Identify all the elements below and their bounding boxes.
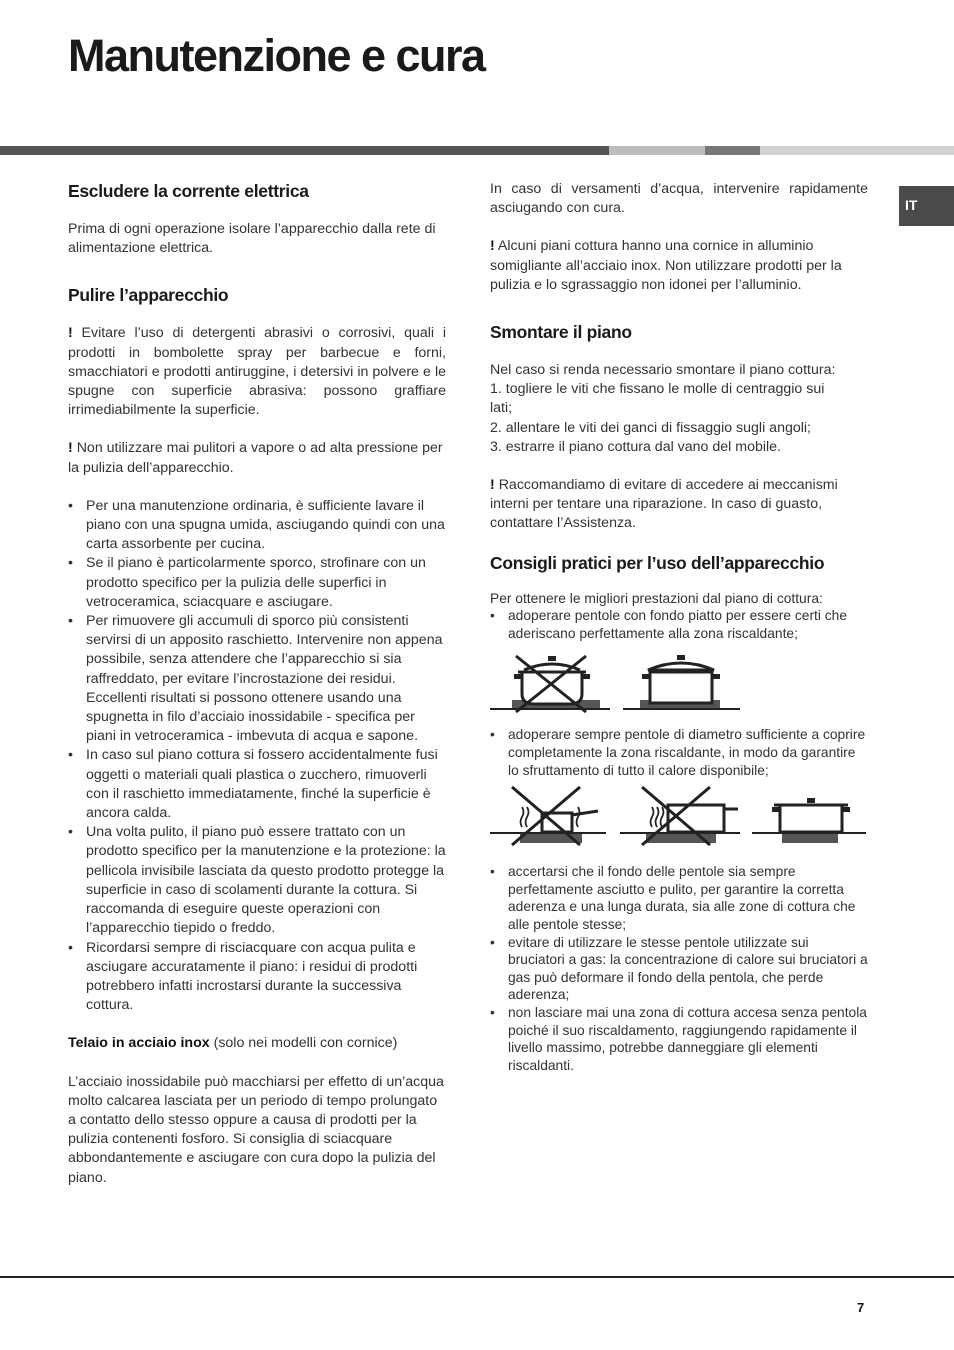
header-bar-segment: [705, 146, 760, 155]
warning-text: Raccomandiamo di evitare di accedere ai meccanismi interni per tentare una riparazione. In caso di guasto, contattare l’Assistenza.: [490, 477, 838, 532]
section-heading-cleaning: Pulire l’apparecchio: [68, 285, 229, 306]
right-column: [490, 180, 868, 1074]
frame-note: (solo nei modelli con cornice): [209, 1035, 398, 1052]
flat-bottom-pans-illustration: [490, 648, 750, 718]
list-item: • non lasciare mai una zona di cottura accesa senza pentola poiché il suo riscaldamento, raggiungendo rapidamente il livello massimo, potrebbe danneggiare gli elementi riscaldanti.: [490, 1004, 868, 1074]
section-heading-disassembly: Smontare il piano: [490, 322, 632, 343]
aluminium-warning: [490, 237, 868, 295]
frame-title: Telaio in acciaio inox: [68, 1035, 210, 1052]
header-bar-segment: [609, 146, 705, 155]
good-pan-icon: [623, 655, 740, 709]
disassembly-intro: Nel caso si renda necessario smontare il piano cottura:: [490, 362, 836, 379]
list-item: • Se il piano è particolarmente sporco, strofinare con un prodotto specifico per la pulizia delle superfici in vetroceramica, sciacquare e asciugare.: [68, 554, 446, 612]
frame-subheading: [68, 1034, 446, 1053]
warning-mark: !: [490, 238, 495, 255]
list-item: • evitare di utilizzare le stesse pentole utilizzate sui bruciatori a gas: la concentrazione di calore sui bruciatori a gas può deformare il fondo della pentola, che perde aderenza;: [490, 934, 868, 1004]
warning-text: Non utilizzare mai pulitori a vapore o ad alta pressione per la pulizia dell’apparecchio.: [68, 440, 443, 476]
cleaning-warning-1: [68, 324, 446, 420]
list-item: • adoperare pentole con fondo piatto per essere certi che aderiscano perfettamente alla zona riscaldante;: [490, 607, 868, 642]
frame-text: L’acciaio inossidabile può macchiarsi per effetto di un’acqua molto calcarea lasciata per un periodo di tempo prolungato a contatto dello stesso oppure a causa di prodotti per la pulizia contenenti fosforo. Si consiglia di sciacquare abbondantemente e asciugare con cura dopo la pulizia del piano.: [68, 1073, 444, 1186]
cleaning-list: [68, 497, 446, 1015]
list-item: • Ricordarsi sempre di risciacquare con acqua pulita e asciugare accuratamente il piano: i residui di prodotti potrebbero infatti incrostarsi durante la successiva cottura.: [68, 939, 446, 1016]
disassembly-warning: [490, 476, 868, 534]
warning-text: Evitare l’uso di detergenti abrasivi o corrosivi, quali i prodotti in bombolette spray per barbecue e forni, smacchiatori e prodotti antiruggine, i detersivi in polvere e le spugne con superficie abrasiva: possono graffiare irrimediabilmente la superficie.: [68, 325, 446, 419]
left-column: [68, 180, 446, 1188]
list-item: • In caso sul piano cottura si fossero accidentalmente fusi oggetti o materiali quali plastica o zucchero, rimuoverli con il raschietto immediatamente, finché la superficie è ancora calda.: [68, 746, 446, 823]
warning-mark: !: [68, 440, 73, 457]
list-item: • accertarsi che il fondo delle pentole sia sempre perfettamente asciutto e pulito, per garantire la corretta aderenza e una lunga durata, sia alle zone di cottura che alle pentole stesse;: [490, 863, 868, 933]
disassembly-step-1: 1. togliere le viti che fissano le molle di centraggio sui lati;: [490, 381, 825, 417]
list-item: • Per una manutenzione ordinaria, è sufficiente lavare il piano con una spugna umida, asciugando quindi con una carta assorbente per cucina.: [68, 497, 446, 555]
tips-list-2: [490, 726, 868, 779]
tips-list-1: [490, 607, 868, 642]
warning-mark: !: [68, 325, 73, 342]
footer-divider: [0, 1276, 954, 1278]
disassembly-step-3: 3. estrarre il piano cottura dal vano del mobile.: [490, 438, 782, 455]
cleaning-warning-2: [68, 439, 446, 477]
header-color-bar: [0, 146, 954, 155]
section-heading-power: Escludere la corrente elettrica: [68, 181, 309, 201]
power-text: Prima di ogni operazione isolare l’apparecchio dalla rete di alimentazione elettrica.: [68, 221, 436, 257]
header-bar-segment: [760, 146, 954, 155]
disassembly-step-2: 2. allentare le viti dei ganci di fissaggio sugli angoli;: [490, 419, 811, 436]
header-bar-segment: [0, 146, 609, 155]
list-item: • Per rimuovere gli accumuli di sporco più consistenti servirsi di un apposito raschietto. Intervenire non appena possibile, senza attendere che l’apparecchio si sia raffreddato, per evitare l’incrostazione dei residui. Eccellenti risultati si possono ottenere usando una spugnetta in filo d’acciaio inossidabile - specifica per piani in vetroceramica - imbevuta di acqua e sapone.: [68, 612, 446, 746]
warning-mark: !: [490, 477, 495, 494]
water-text: In caso di versamenti d’acqua, intervenire rapidamente asciugando con cura.: [490, 181, 868, 217]
list-item: • Una volta pulito, il piano può essere trattato con un prodotto specifico per la manutenzione e la protezione: la pellicola invisibile lasciata da questo prodotto protegge la superficie in caso di scolamenti durante la cottura. Si raccomanda di eseguire queste operazioni con l’apparecchio tiepido o freddo.: [68, 823, 446, 938]
page-number: 7: [857, 1300, 865, 1315]
bad-pan-icon: [490, 656, 610, 712]
page-title: Manutenzione e cura: [68, 30, 485, 81]
tips-intro: Per ottenere le migliori prestazioni dal piano di cottura:: [490, 590, 823, 606]
correct-pan-icon: [752, 798, 866, 843]
section-heading-tips: Consigli pratici per l’uso dell’apparecchio: [490, 552, 825, 573]
warning-text: Alcuni piani cottura hanno una cornice in alluminio somigliante all’acciaio inox. Non utilizzare prodotti per la pulizia e lo sgrassaggio non idonei per l’alluminio.: [490, 238, 842, 293]
language-tab: IT: [899, 186, 954, 226]
medium-pan-bad-icon: [620, 787, 740, 845]
pan-diameter-illustration: [490, 785, 868, 855]
list-item: • adoperare sempre pentole di diametro sufficiente a coprire completamente la zona riscaldante, in modo da garantire lo sfruttamento di tutto il calore disponibile;: [490, 726, 868, 779]
tips-list-3: [490, 863, 868, 1074]
small-pan-bad-icon: [490, 787, 606, 845]
